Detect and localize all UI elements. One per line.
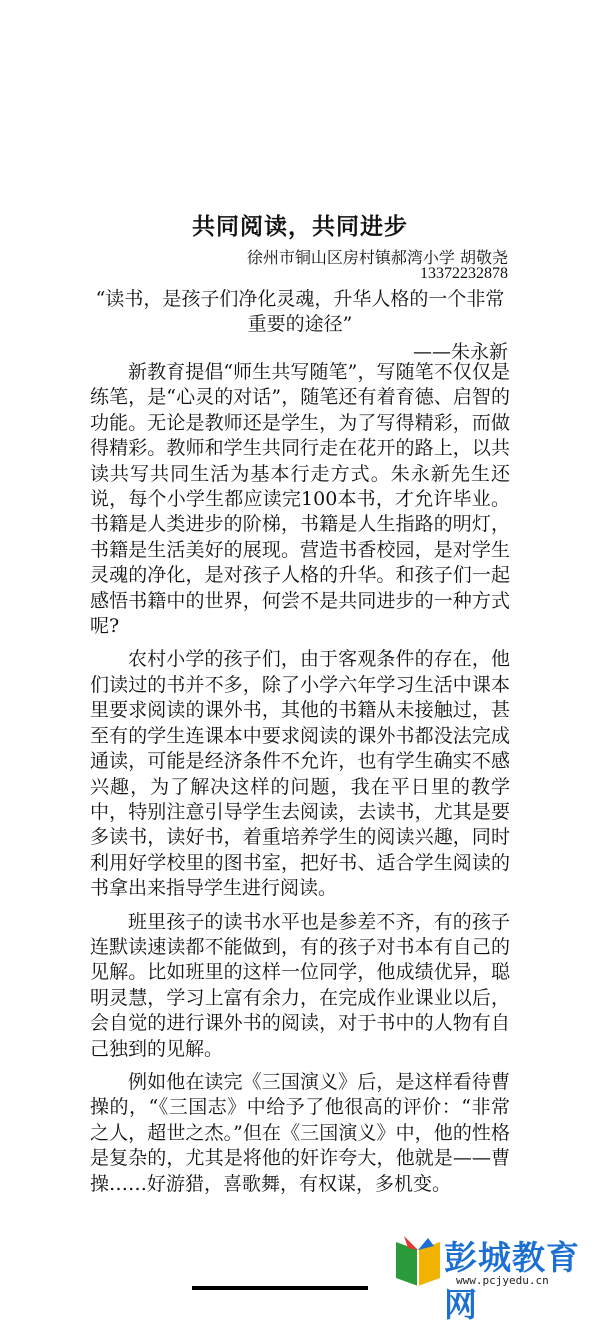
site-watermark (386, 1230, 600, 1324)
book-logo-icon (388, 1232, 448, 1292)
paragraph: 例如他在读完《三国演义》后，是这样看待曹操的，“《三国志》中给予了他很高的评价：“非常之人，超世之杰。”但在《三国演义》中，他的性格是复杂的，尤其是将他的奸诈夸大，他就是——曹操……好游猎，喜歌舞，有权谋，多机变。 (90, 1070, 510, 1195)
paragraph: 新教育提倡“师生共写随笔”，写随笔不仅仅是练笔，是“心灵的对话”，随笔还有着育德、启智的功能。无论是教师还是学生，为了写得精彩，而做得精彩。教师和学生共同行走在花开的路上，以共读共写共同生活为基本行走方式。朱永新先生还说，每个小学生都应读完100本书，才允许毕业。书籍是人类进步的阶梯，书籍是人生指路的明灯，书籍是生活美好的展现。营造书香校园，是对学生灵魂的净化，是对孩子人格的升华。和孩子们一起感悟书籍中的世界，何尝不是共同进步的一种方式呢? (90, 361, 510, 638)
epigraph-attribution: ——朱永新 (412, 341, 508, 363)
author-phone: 13372232878 (420, 265, 508, 282)
decorative-underline (192, 1286, 368, 1290)
epigraph-quote: “读书，是孩子们净化灵魂，升华人格的一个非常重要的途径” (95, 288, 505, 335)
article-body (90, 360, 510, 1205)
watermark-url: www.pcjyedu.cn (456, 1274, 549, 1287)
watermark-name: 彭城教育网 (444, 1238, 580, 1324)
paragraph: 班里孩子的读书水平也是参差不齐，有的孩子连默读速读都不能做到，有的孩子对书本有自己的见解。比如班里的这样一位同学，他成绩优异，聪明灵慧，学习上富有余力，在完成作业课业以后，会自觉的进行课外书的阅读，对于书中的人物有自己独到的见解。 (90, 910, 510, 1060)
article-author: 徐州市铜山区房村镇郝湾小学 胡敬尧 (246, 248, 508, 267)
paragraph: 农村小学的孩子们，由于客观条件的存在，他们读过的书并不多，除了小学六年学习生活中课本里要求阅读的课外书，其他的书籍从未接触过，甚至有的学生连课本中要求阅读的课外书都没法完成通读，可能是经济条件不允许，也有学生确实不感兴趣，为了解决这样的问题，我在平日里的教学中，特别注意引导学生去阅读，去读书，尤其是要多读书，读好书，着重培养学生的阅读兴趣，同时利用好学校里的图书室，把好书、适合学生阅读的书拿出来指导学生进行阅读。 (90, 648, 510, 900)
article-title: 共同阅读，共同进步 (192, 214, 408, 240)
